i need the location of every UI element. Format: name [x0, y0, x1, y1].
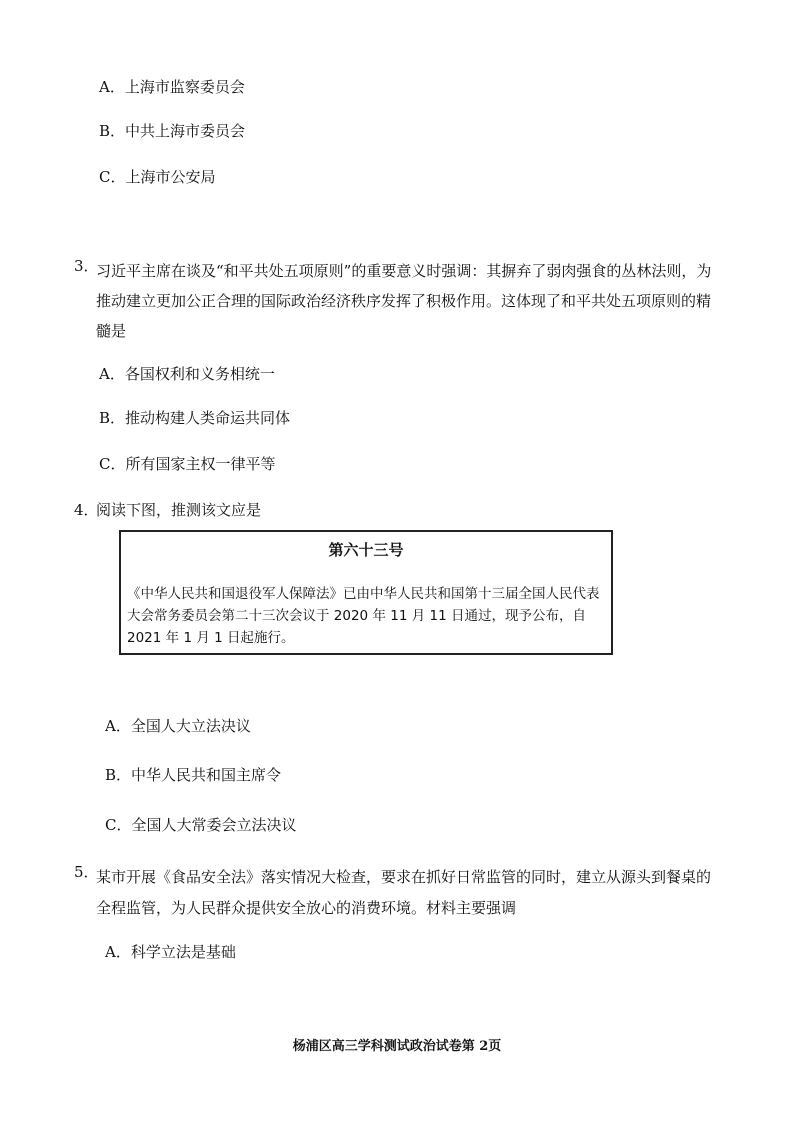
q5-number: 5．	[74, 863, 99, 881]
q2-option-b: B．中共上海市委员会	[99, 122, 246, 140]
notice-title: 第六十三号	[328, 541, 404, 559]
q2-option-c: C．上海市公安局	[99, 168, 216, 186]
page-footer: 杨浦区高三学科测试政治试卷第 2页	[292, 1039, 502, 1054]
q3-number: 3．	[74, 257, 99, 275]
q4-number: 4．	[74, 501, 99, 519]
q2-option-a: A．上海市监察委员会	[99, 78, 245, 96]
q4-option-b: B．中华人民共和国主席令	[105, 766, 282, 784]
notice-body: 《中华人民共和国退役军人保障法》已由中华人民共和国第十三届全国人民代表大会常务委员会第二十三次会议于 2020 年 11 月 11 日通过，现予公布，自 2021 年 1 月 1 日起施行。	[127, 586, 600, 646]
q3-option-b: B．推动构建人类命运共同体	[99, 409, 291, 427]
q5-stem: 某市开展《食品安全法》落实情况大检查，要求在抓好日常监管的同时，建立从源头到餐桌的全程监管，为人民群众提供安全放心的消费环境。材料主要强调	[96, 868, 712, 917]
q3-stem: 习近平主席在谈及“和平共处五项原则”的重要意义时强调：其摒弃了弱肉强食的丛林法则，为推动建立更加公正合理的国际政治经济秩序发挥了积极作用。这体现了和平共处五项原则的精髓是	[96, 262, 712, 340]
q3-option-a: A．各国权利和义务相统一	[99, 365, 275, 383]
q4-option-a: A．全国人大立法决议	[105, 717, 251, 735]
q5-option-a: A．科学立法是基础	[105, 943, 236, 961]
q4-stem: 阅读下图，推测该文应是	[96, 501, 262, 519]
q4-option-c: C．全国人大常委会立法决议	[105, 816, 297, 834]
notice-box	[119, 530, 613, 655]
q3-option-c: C．所有国家主权一律平等	[99, 455, 276, 473]
